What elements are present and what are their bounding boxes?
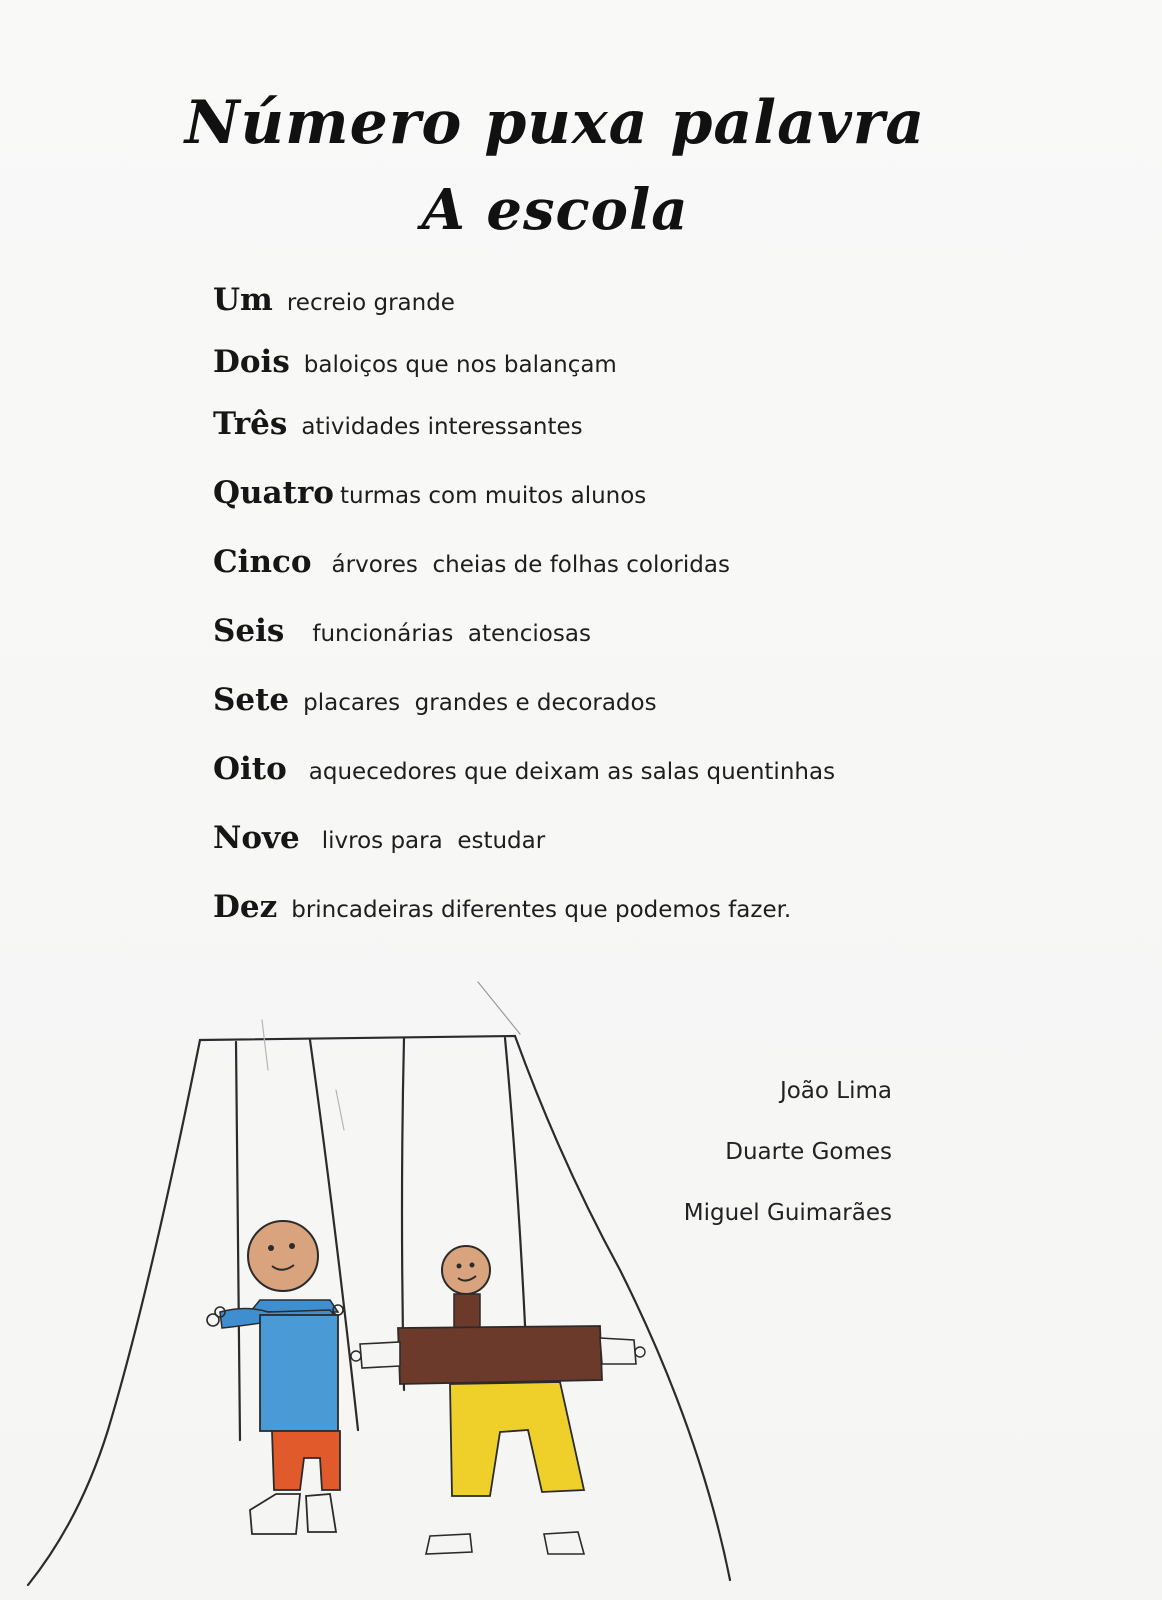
verse-text: atividades interessantes — [301, 414, 583, 440]
verse-text: livros para estudar — [321, 828, 546, 854]
author-name: Duarte Gomes — [725, 1139, 892, 1165]
right-child-figure — [351, 1246, 645, 1554]
verse-number: Sete — [213, 682, 290, 718]
author-name: Miguel Guimarães — [683, 1200, 892, 1226]
left-child-figure — [207, 1221, 343, 1534]
verse-text: árvores cheias de folhas coloridas — [331, 552, 730, 578]
swing-frame-left-leg — [28, 1040, 200, 1585]
verse — [213, 282, 455, 318]
verse-number: Dois — [213, 344, 290, 380]
verse-text: aquecedores que deixam as salas quentinhas — [308, 759, 836, 785]
verse-number: Dez — [213, 889, 278, 925]
verse-text: placares grandes e decorados — [303, 690, 657, 716]
title-line-2: A escola — [421, 177, 689, 243]
verse — [213, 344, 617, 380]
swing-rope — [236, 1042, 240, 1440]
title-block — [0, 78, 1110, 250]
verse — [213, 820, 545, 856]
verse-number: Três — [213, 406, 288, 442]
verse-text: recreio grande — [286, 290, 455, 316]
title-line-1: Número puxa palavra — [184, 88, 926, 158]
verse-number: Um — [213, 282, 273, 318]
verse-number: Cinco — [213, 544, 312, 580]
verse — [213, 475, 646, 511]
verse — [213, 751, 835, 787]
verse — [213, 613, 591, 649]
verse-text: turmas com muitos alunos — [339, 483, 647, 509]
verse — [213, 889, 791, 925]
verse-text: brincadeiras diferentes que podemos fazer. — [291, 897, 792, 923]
swing-frame-top-bar — [200, 1036, 515, 1040]
verse-number: Oito — [213, 751, 287, 787]
verse-number: Seis — [213, 613, 285, 649]
verse — [213, 682, 657, 718]
verse-number: Nove — [213, 820, 300, 856]
swing-frame-right-leg — [515, 1036, 730, 1580]
verse — [213, 544, 730, 580]
verse-text: funcionárias atenciosas — [312, 621, 591, 647]
child-drawing-swings — [0, 960, 800, 1600]
verse-number: Quatro — [213, 475, 334, 511]
author-name: João Lima — [779, 1078, 892, 1104]
verse-text: baloiços que nos balançam — [303, 352, 617, 378]
verse — [213, 406, 583, 442]
